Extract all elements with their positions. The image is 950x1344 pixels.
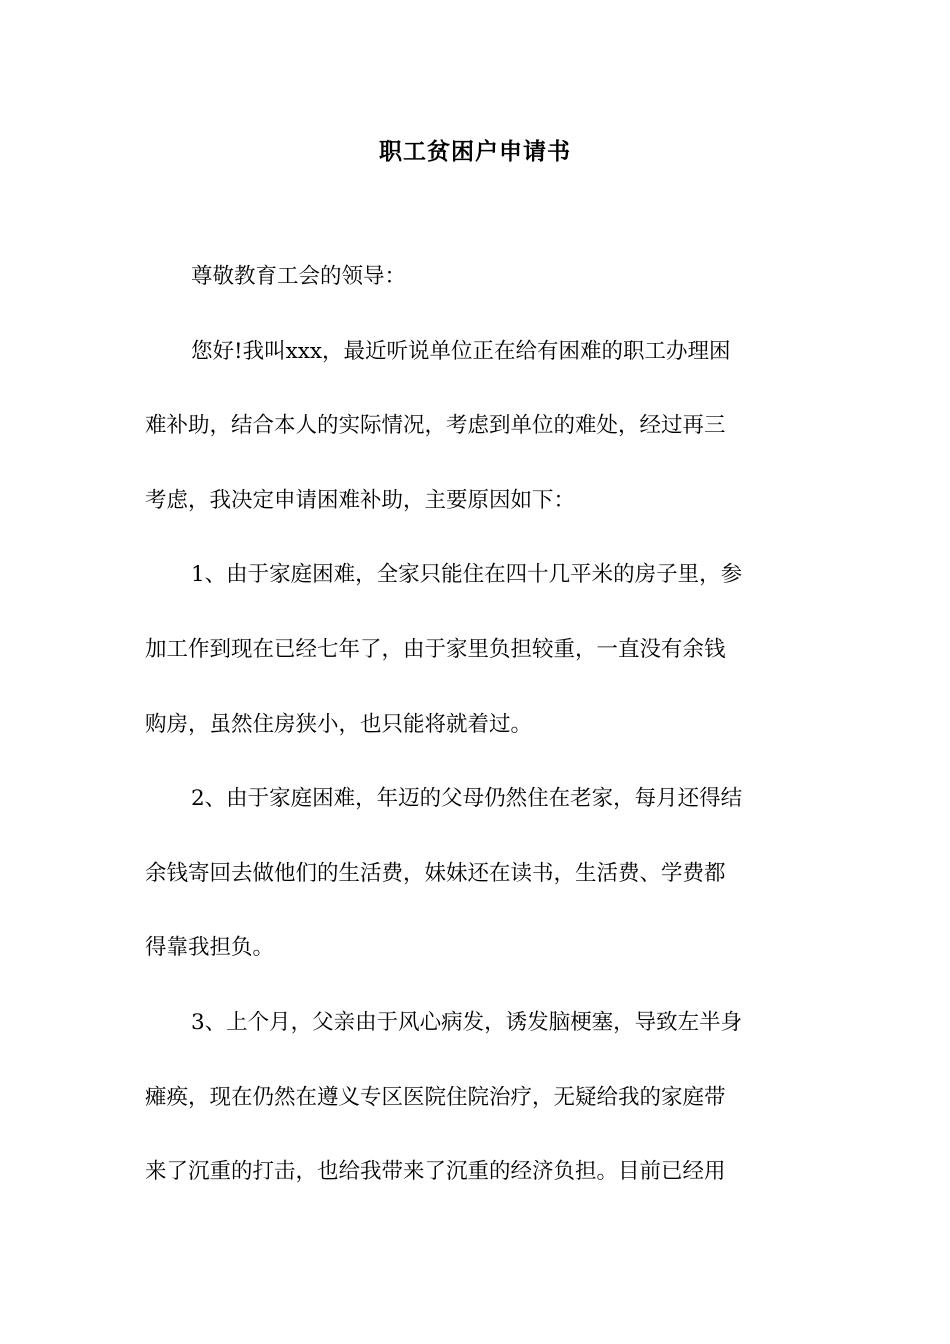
paragraph-line: 购房，虽然住房狭小，也只能将就着过。 <box>145 711 533 737</box>
line-gap <box>145 444 808 481</box>
paragraph-line: 您好!我叫xxx，最近听说单位正在给有困难的职工办理困 <box>191 338 731 364</box>
paragraph-line: 2、由于家庭困难，年迈的父母仍然住在老家，每月还得结 <box>191 786 743 812</box>
paragraph-line: 瘫痪，现在仍然在遵义专区医院住院治疗，无疑给我的家庭带 <box>145 1084 726 1110</box>
line-gap <box>145 594 808 631</box>
paragraph-line: 来了沉重的打击，也给我带来了沉重的经济负担。目前已经用 <box>145 1159 726 1185</box>
paragraph-line: 3、上个月，父亲由于风心病发，诱发脑梗塞，导致左半身 <box>191 1009 743 1035</box>
line-gap <box>145 892 808 929</box>
document-body <box>145 258 808 1190</box>
paragraph-line: 得靠我担负。 <box>145 935 275 961</box>
line-gap <box>145 295 808 332</box>
line-gap <box>145 668 808 705</box>
line-gap <box>145 370 808 407</box>
paragraph-line: 难补助，结合本人的实际情况，考虑到单位的难处，经过再三 <box>145 413 726 439</box>
line-gap <box>145 1041 808 1078</box>
paragraph-line: 考虑，我决定申请困难补助，主要原因如下： <box>145 487 576 513</box>
line-gap <box>145 1116 808 1153</box>
document-title: 职工贫困户申请书 <box>379 138 571 165</box>
line-gap <box>145 967 808 1004</box>
paragraph-line: 1、由于家庭困难，全家只能住在四十几平米的房子里，参 <box>191 562 743 588</box>
paragraph-line: 余钱寄回去做他们的生活费，妹妹还在读书，生活费、学费都 <box>145 860 726 886</box>
salutation-line: 尊敬教育工会的领导： <box>191 264 407 289</box>
line-gap <box>145 817 808 854</box>
line-gap <box>145 519 808 556</box>
paragraph-line: 加工作到现在已经七年了，由于家里负担较重，一直没有余钱 <box>145 636 726 662</box>
line-gap <box>145 743 808 780</box>
